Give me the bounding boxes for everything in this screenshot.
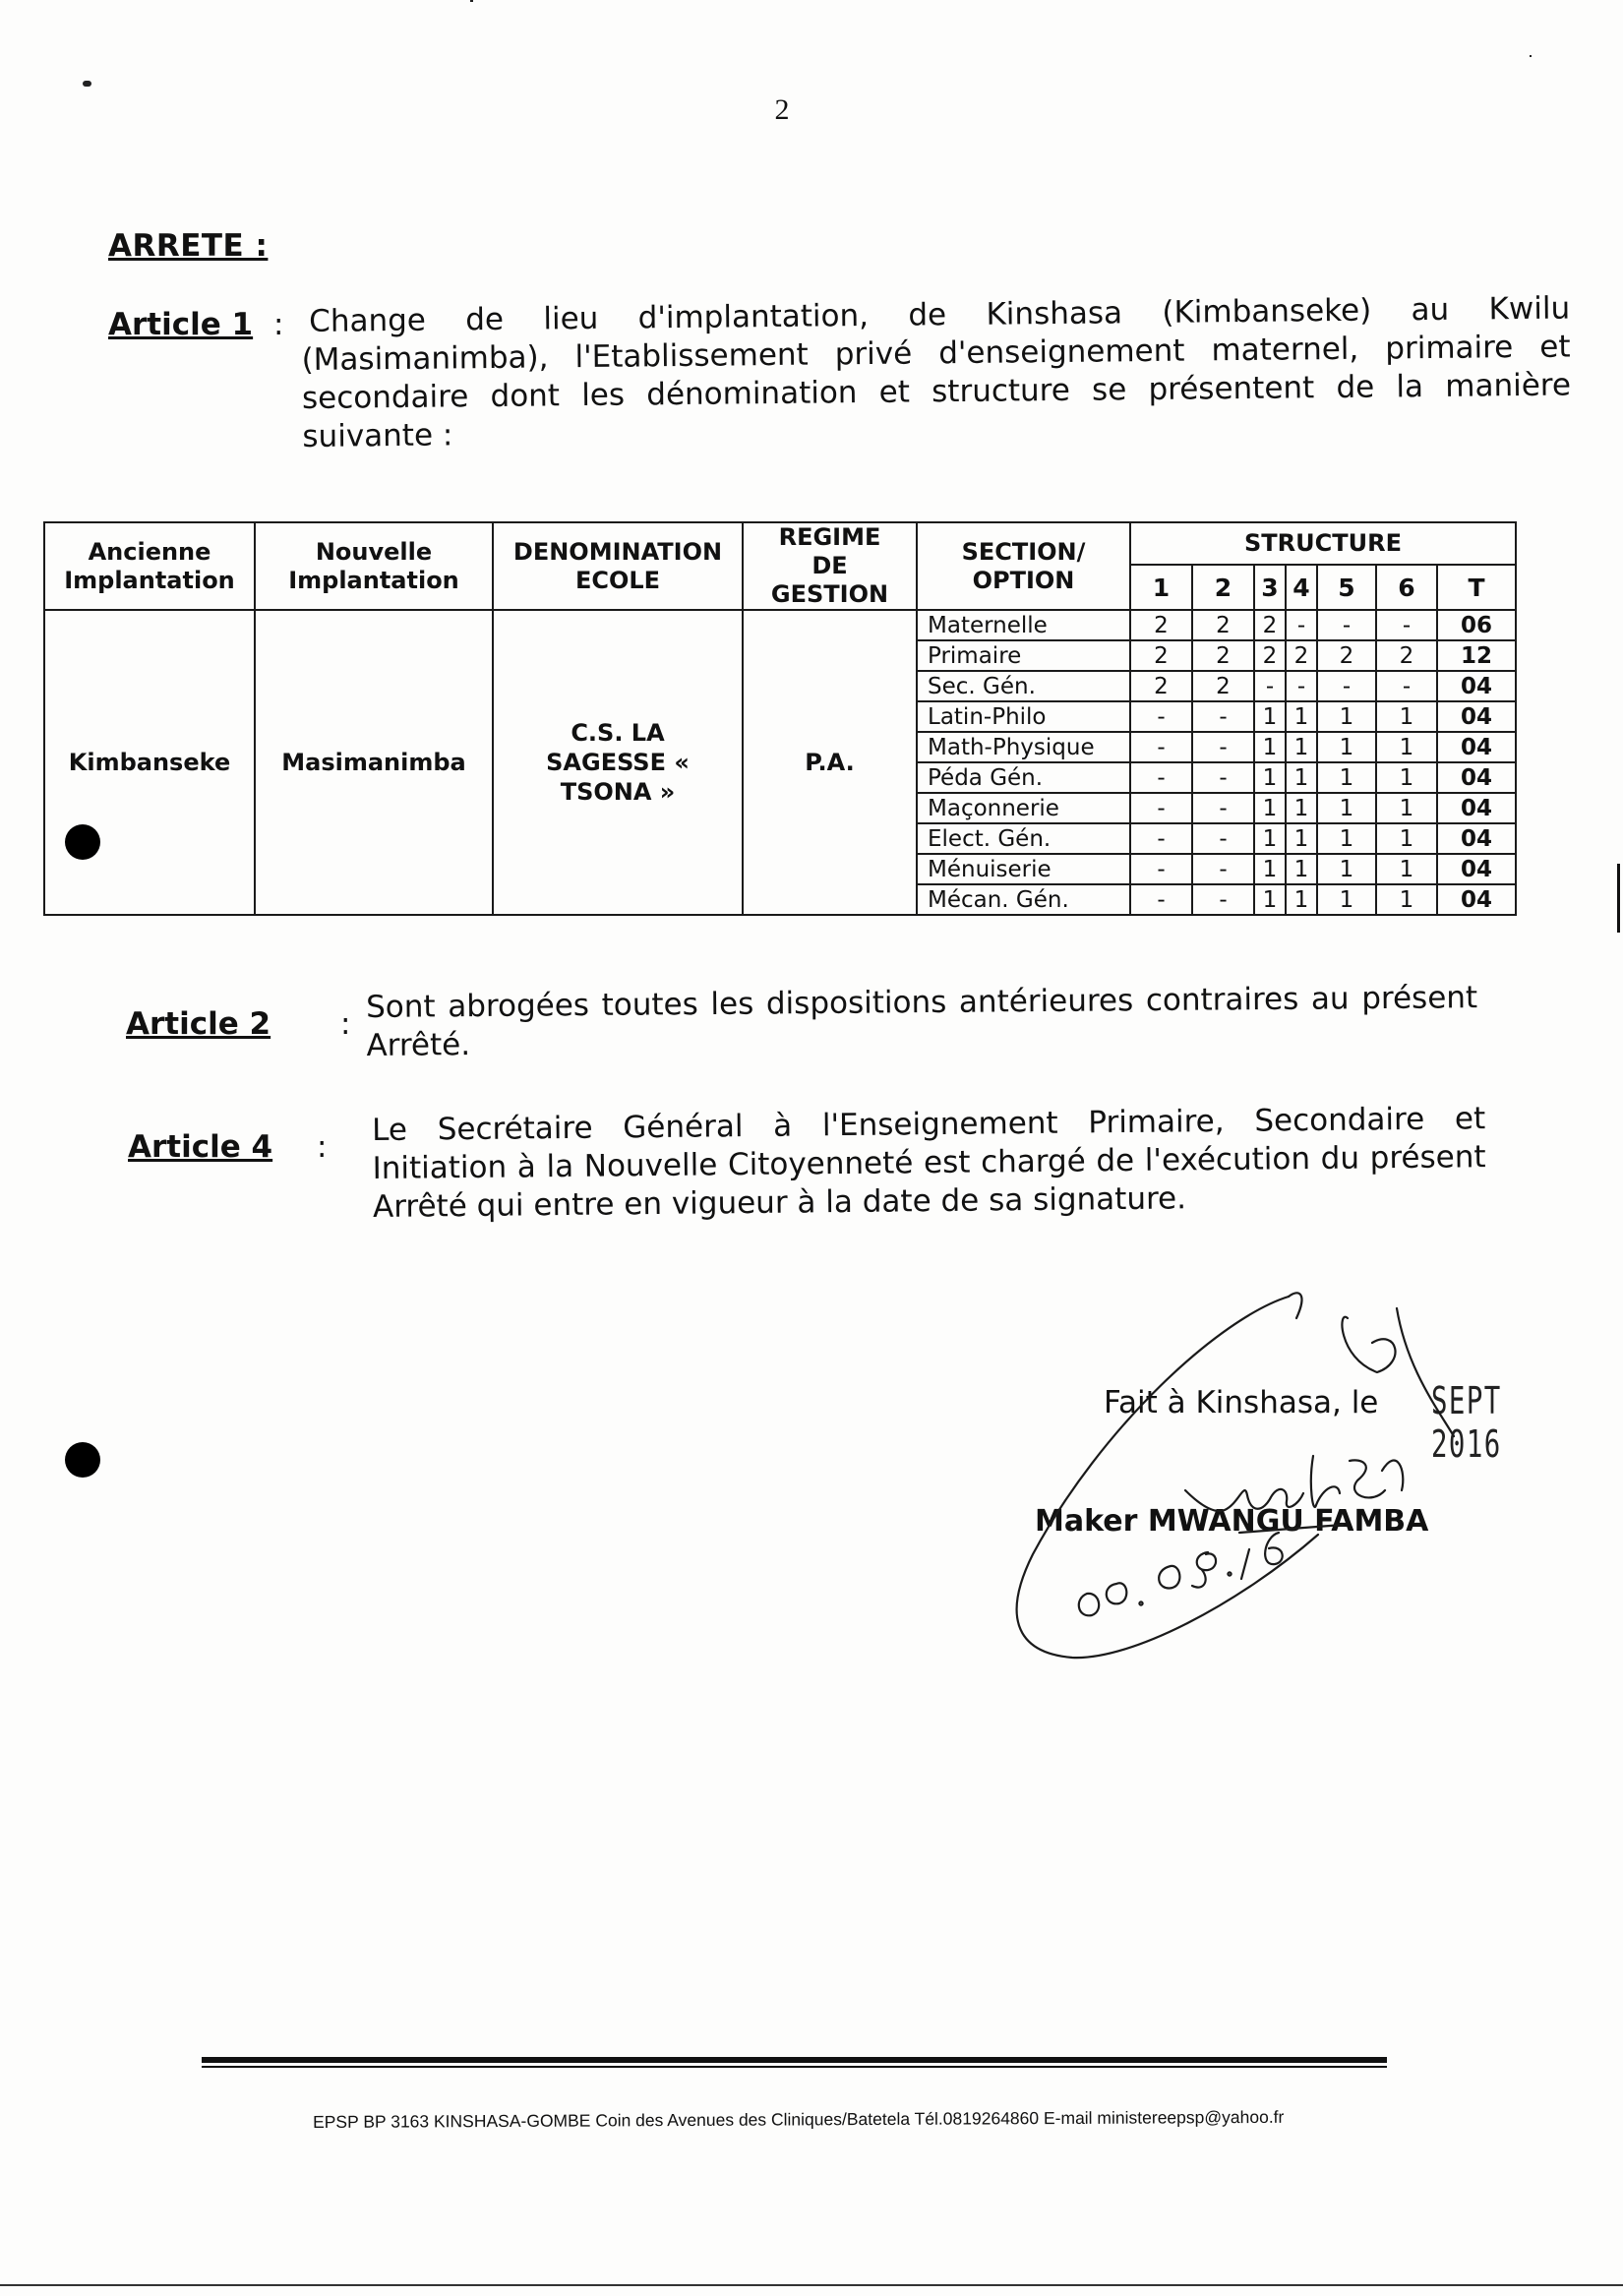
structure-cell: 1 bbox=[1317, 793, 1376, 823]
structure-total-cell: 04 bbox=[1437, 823, 1516, 854]
header-col-2: 2 bbox=[1192, 565, 1254, 610]
structure-cell: 2 bbox=[1130, 610, 1192, 640]
structure-cell: - bbox=[1286, 671, 1317, 701]
section-option-cell: Ménuiserie bbox=[917, 854, 1130, 884]
structure-cell: 2 bbox=[1376, 640, 1437, 671]
structure-cell: 2 bbox=[1130, 671, 1192, 701]
header-col-3: 3 bbox=[1254, 565, 1286, 610]
structure-cell: - bbox=[1376, 671, 1437, 701]
structure-cell: 2 bbox=[1254, 640, 1286, 671]
structure-cell: - bbox=[1317, 610, 1376, 640]
header-denomination-ecole: DENOMINATION ECOLE bbox=[493, 522, 743, 610]
structure-cell: 1 bbox=[1254, 762, 1286, 793]
structure-cell: - bbox=[1317, 671, 1376, 701]
header-regime-de-gestion: REGIME DE GESTION bbox=[743, 522, 917, 610]
header-col-6: 6 bbox=[1376, 565, 1437, 610]
structure-total-cell: 04 bbox=[1437, 854, 1516, 884]
structure-table bbox=[43, 521, 1517, 916]
structure-cell: - bbox=[1254, 671, 1286, 701]
header-nouvelle-implantation: Nouvelle Implantation bbox=[255, 522, 493, 610]
structure-cell: 1 bbox=[1317, 823, 1376, 854]
scan-edge-mark bbox=[1617, 864, 1620, 933]
handwritten-signature bbox=[984, 1279, 1613, 1692]
structure-cell: - bbox=[1130, 854, 1192, 884]
header-col-total: T bbox=[1437, 565, 1516, 610]
article-4-colon: : bbox=[317, 1129, 328, 1165]
structure-cell: 1 bbox=[1317, 732, 1376, 762]
section-option-cell: Maçonnerie bbox=[917, 793, 1130, 823]
section-option-cell: Latin-Philo bbox=[917, 701, 1130, 732]
structure-cell: - bbox=[1376, 610, 1437, 640]
article-2-label: Article 2 bbox=[126, 1006, 271, 1042]
article-4-text: Le Secrétaire Général à l'Enseignement Primaire, Secondaire et Initiation à la Nouvelle Citoyenneté est chargé de l'exécution du présent Arrêté qui entre en vigueur à la date de sa signature. bbox=[372, 1101, 1486, 1225]
section-option-cell: Primaire bbox=[917, 640, 1130, 671]
article-1-text: Change de lieu d'implantation, de Kinshasa (Kimbanseke) au Kwilu (Masimanimba), l'Etablissement privé d'enseignement maternel, primaire et secondaire dont les dénomination et structure se présentent de la manière suivante : bbox=[301, 290, 1572, 454]
structure-cell: 1 bbox=[1286, 884, 1317, 915]
structure-cell: 2 bbox=[1317, 640, 1376, 671]
structure-cell: 1 bbox=[1286, 793, 1317, 823]
signatory-name: Maker MWANGU FAMBA bbox=[1035, 1504, 1429, 1539]
structure-cell: 1 bbox=[1376, 732, 1437, 762]
header-ancienne-implantation: Ancienne Implantation bbox=[44, 522, 255, 610]
margin-bullet bbox=[65, 1442, 100, 1478]
structure-cell: 2 bbox=[1130, 640, 1192, 671]
section-option-cell: Elect. Gén. bbox=[917, 823, 1130, 854]
structure-cell: - bbox=[1130, 701, 1192, 732]
structure-cell: - bbox=[1286, 610, 1317, 640]
arrete-heading: ARRETE : bbox=[108, 228, 269, 264]
structure-cell: - bbox=[1130, 762, 1192, 793]
page-number: 2 bbox=[774, 93, 790, 126]
scan-speck bbox=[83, 81, 91, 87]
structure-cell: - bbox=[1130, 884, 1192, 915]
structure-cell: 1 bbox=[1286, 854, 1317, 884]
header-structure: STRUCTURE bbox=[1130, 522, 1516, 565]
structure-cell: 1 bbox=[1254, 884, 1286, 915]
header-section-option: SECTION/ OPTION bbox=[917, 522, 1130, 610]
structure-cell: 1 bbox=[1254, 701, 1286, 732]
structure-cell: 1 bbox=[1254, 732, 1286, 762]
nouvelle-implantation-value: Masimanimba bbox=[255, 610, 493, 915]
structure-cell: 2 bbox=[1192, 671, 1254, 701]
structure-cell: 1 bbox=[1286, 732, 1317, 762]
structure-total-cell: 04 bbox=[1437, 732, 1516, 762]
footer-rule-thick bbox=[202, 2057, 1387, 2063]
structure-cell: 1 bbox=[1376, 854, 1437, 884]
article-4-label: Article 4 bbox=[128, 1129, 273, 1165]
scan-speck bbox=[470, 0, 473, 2]
structure-cell: - bbox=[1192, 854, 1254, 884]
structure-cell: 2 bbox=[1192, 640, 1254, 671]
margin-bullet bbox=[65, 824, 100, 860]
scan-speck bbox=[1530, 55, 1532, 57]
section-option-cell: Sec. Gén. bbox=[917, 671, 1130, 701]
header-col-4: 4 bbox=[1286, 565, 1317, 610]
structure-cell: 1 bbox=[1317, 884, 1376, 915]
signature-place: Fait à Kinshasa, le bbox=[1104, 1385, 1379, 1420]
footer-address: EPSP BP 3163 KINSHASA-GOMBE Coin des Avenues des Cliniques/Batetela Tél.0819264860 E-mail ministereepsp@yahoo.fr bbox=[313, 2106, 1285, 2132]
structure-total-cell: 04 bbox=[1437, 671, 1516, 701]
structure-total-cell: 06 bbox=[1437, 610, 1516, 640]
structure-cell: 2 bbox=[1286, 640, 1317, 671]
section-option-cell: Maternelle bbox=[917, 610, 1130, 640]
structure-cell: - bbox=[1192, 823, 1254, 854]
structure-cell: 1 bbox=[1376, 884, 1437, 915]
header-col-5: 5 bbox=[1317, 565, 1376, 610]
structure-total-cell: 04 bbox=[1437, 762, 1516, 793]
regime-value: P.A. bbox=[743, 610, 917, 915]
structure-cell: - bbox=[1192, 732, 1254, 762]
structure-cell: 1 bbox=[1376, 701, 1437, 732]
structure-cell: - bbox=[1130, 732, 1192, 762]
structure-cell: 1 bbox=[1254, 793, 1286, 823]
footer-rule-thin bbox=[202, 2066, 1387, 2068]
article-1-colon: : bbox=[273, 307, 284, 342]
structure-cell: 1 bbox=[1317, 854, 1376, 884]
structure-cell: - bbox=[1130, 823, 1192, 854]
structure-cell: - bbox=[1192, 762, 1254, 793]
structure-total-cell: 04 bbox=[1437, 701, 1516, 732]
structure-cell: - bbox=[1130, 793, 1192, 823]
structure-cell: 1 bbox=[1286, 762, 1317, 793]
structure-cell: 1 bbox=[1317, 701, 1376, 732]
structure-total-cell: 04 bbox=[1437, 793, 1516, 823]
denomination-value: C.S. LA SAGESSE « TSONA » bbox=[493, 610, 743, 915]
article-2-colon: : bbox=[340, 1006, 351, 1042]
structure-cell: 1 bbox=[1286, 823, 1317, 854]
structure-cell: 1 bbox=[1254, 823, 1286, 854]
article-2-text: Sont abrogées toutes les dispositions antérieures contraires au présent Arrêté. bbox=[366, 980, 1478, 1063]
structure-cell: 1 bbox=[1254, 854, 1286, 884]
structure-total-cell: 12 bbox=[1437, 640, 1516, 671]
structure-cell: 2 bbox=[1192, 610, 1254, 640]
signature-stamp-date: SEPT 2016 bbox=[1431, 1379, 1502, 1466]
ancienne-implantation-value: Kimbanseke bbox=[44, 610, 255, 915]
structure-cell: 2 bbox=[1254, 610, 1286, 640]
section-option-cell: Mécan. Gén. bbox=[917, 884, 1130, 915]
structure-cell: 1 bbox=[1376, 823, 1437, 854]
table-row bbox=[44, 610, 1516, 640]
header-col-1: 1 bbox=[1130, 565, 1192, 610]
structure-cell: 1 bbox=[1286, 701, 1317, 732]
section-option-cell: Math-Physique bbox=[917, 732, 1130, 762]
structure-cell: 1 bbox=[1317, 762, 1376, 793]
structure-cell: 1 bbox=[1376, 793, 1437, 823]
bottom-edge-line bbox=[0, 2284, 1623, 2286]
structure-total-cell: 04 bbox=[1437, 884, 1516, 915]
structure-cell: - bbox=[1192, 793, 1254, 823]
structure-cell: 1 bbox=[1376, 762, 1437, 793]
section-option-cell: Péda Gén. bbox=[917, 762, 1130, 793]
article-1-label: Article 1 bbox=[108, 307, 254, 342]
structure-cell: - bbox=[1192, 701, 1254, 732]
structure-cell: - bbox=[1192, 884, 1254, 915]
